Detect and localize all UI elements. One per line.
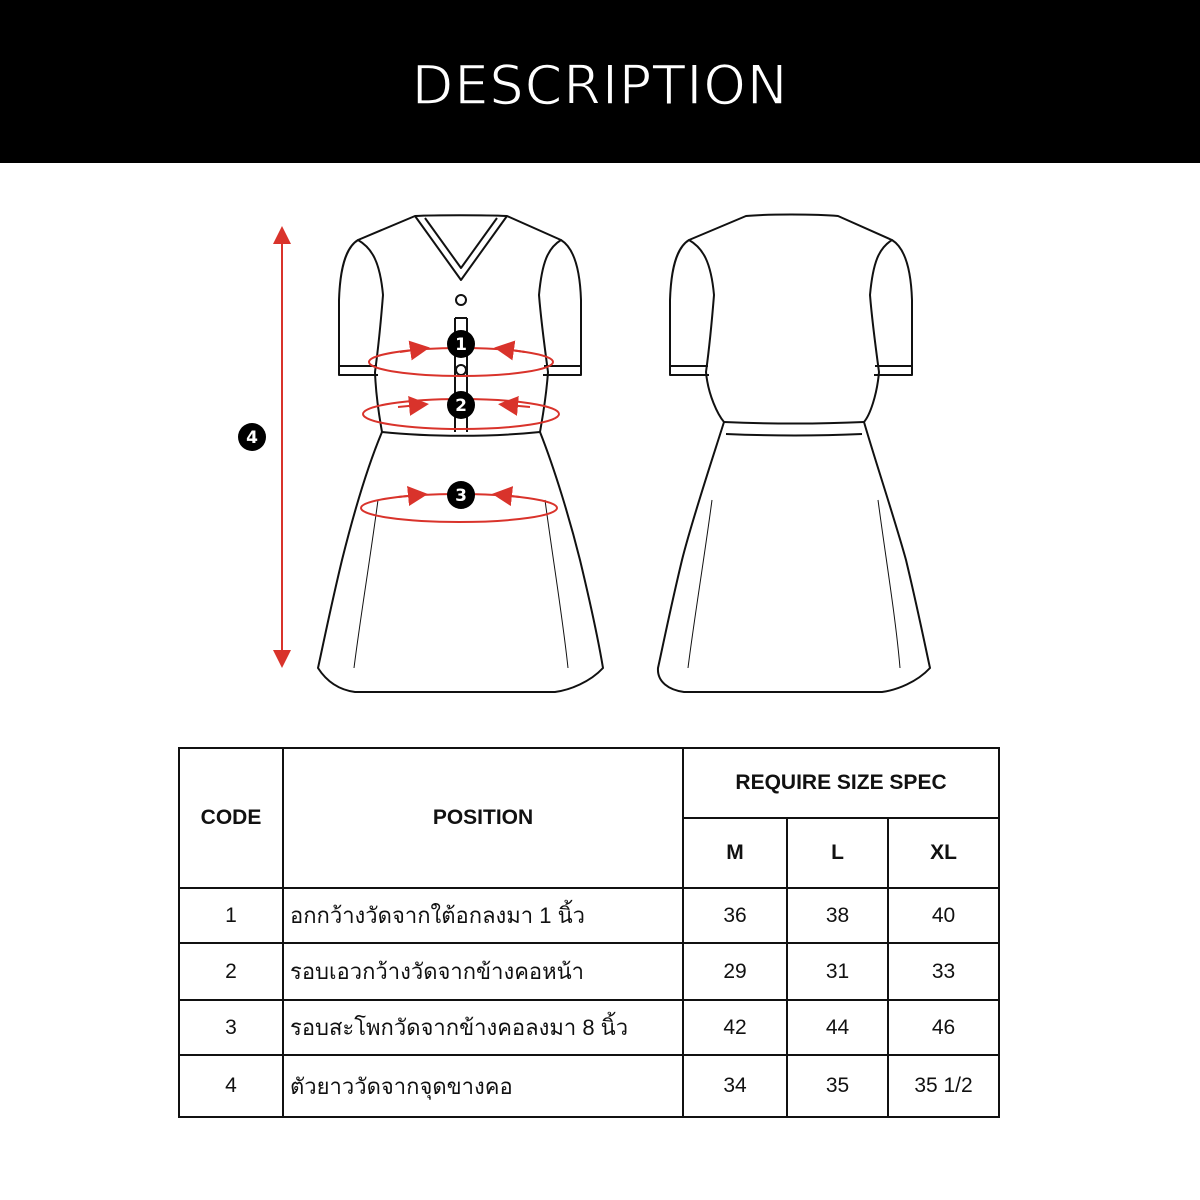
row-value-xl: 35 1/2 (888, 1055, 999, 1117)
marker-badge-1 (447, 330, 475, 358)
table-row (179, 888, 999, 943)
row-value-m: 36 (683, 888, 787, 943)
row-code: 1 (179, 888, 283, 943)
table-row (179, 1055, 999, 1117)
measurement-guides (273, 226, 559, 668)
table-row (179, 1000, 999, 1055)
row-value-l: 44 (787, 1000, 888, 1055)
size-l-header: L (787, 818, 888, 888)
size-m-header: M (683, 818, 787, 888)
page-title: DESCRIPTION (411, 54, 789, 117)
size-spec-table (178, 747, 1000, 1118)
marker-badge-4 (238, 423, 266, 451)
row-value-m: 42 (683, 1000, 787, 1055)
front-dress-drawing (318, 215, 603, 692)
marker-badge-3 (447, 481, 475, 509)
svg-text:3: 3 (455, 486, 467, 506)
size-xl-header: XL (888, 818, 999, 888)
row-position: รอบเอวกว้างวัดจากข้างคอหน้า (283, 943, 683, 1000)
size-spec-header: REQUIRE SIZE SPEC (683, 748, 999, 818)
row-value-l: 31 (787, 943, 888, 1000)
row-position: อกกว้างวัดจากใต้อกลงมา 1 นิ้ว (283, 888, 683, 943)
row-value-l: 35 (787, 1055, 888, 1117)
position-header: POSITION (283, 748, 683, 888)
row-value-xl: 33 (888, 943, 999, 1000)
row-position: ตัวยาววัดจากจุดขางคอ (283, 1055, 683, 1117)
row-value-xl: 46 (888, 1000, 999, 1055)
dress-illustration (0, 163, 1200, 733)
marker-badge-2 (447, 391, 475, 419)
row-code: 2 (179, 943, 283, 1000)
svg-text:1: 1 (455, 335, 467, 355)
row-value-xl: 40 (888, 888, 999, 943)
row-value-m: 29 (683, 943, 787, 1000)
back-dress-drawing (658, 215, 930, 693)
header-bar (0, 0, 1200, 163)
svg-text:4: 4 (246, 428, 258, 448)
row-code: 3 (179, 1000, 283, 1055)
row-value-l: 38 (787, 888, 888, 943)
svg-text:2: 2 (455, 396, 467, 416)
code-header: CODE (179, 748, 283, 888)
row-position: รอบสะโพกวัดจากข้างคอลงมา 8 นิ้ว (283, 1000, 683, 1055)
row-code: 4 (179, 1055, 283, 1117)
table-row (179, 943, 999, 1000)
row-value-m: 34 (683, 1055, 787, 1117)
